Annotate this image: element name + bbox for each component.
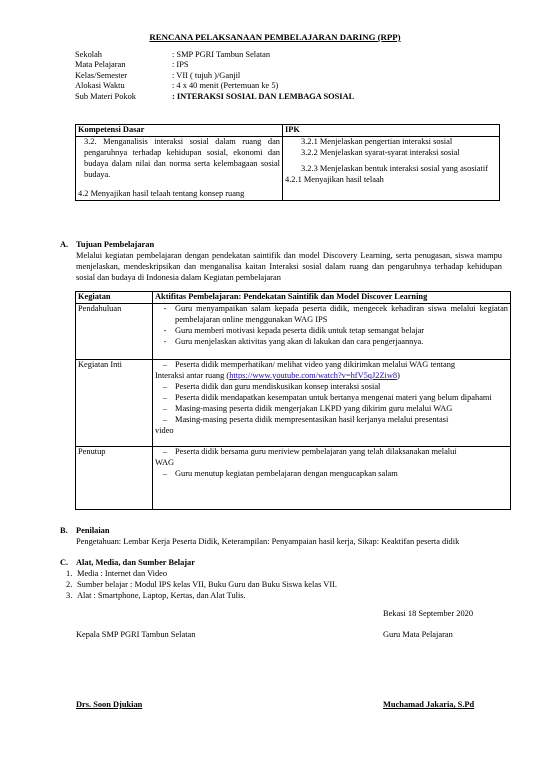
kd-item: 4.2 Menyajikan hasil telaah tentang konsep ruang (78, 188, 245, 198)
list-item: – Peserta didik memperhatikan/ melihat video yang dikirimkan melalui WAG tentang (162, 360, 456, 369)
ipk-item: 3.2.1 Menjelaskan pengertian interaksi sosial (301, 136, 453, 146)
info-key: Sekolah (75, 50, 102, 59)
info-value: : SMP PGRI Tambun Selatan (172, 50, 271, 59)
activity-cell (153, 360, 511, 447)
list-item: – Peserta didik bersama guru meriview pembelajaran yang telah dilaksanakan melalui (162, 447, 457, 456)
info-key: Sub Materi Pokok (75, 91, 136, 101)
headmaster-name: Drs. Soon Djukian (76, 700, 143, 709)
info-key: Mata Pelajaran (75, 60, 126, 70)
activity-cell (153, 447, 511, 510)
place-date: Bekasi 18 September 2020 (383, 609, 474, 618)
section-title: Penilaian (76, 526, 110, 535)
list-item: - Guru menjelaskan aktivitas yang akan di lakukan dan cara pengerjaannya. (163, 336, 424, 346)
ipk-item: 3.2.3 Menjelaskan bentuk interaksi sosial yang asosiatif (301, 163, 489, 173)
headmaster-role: Kepala SMP PGRI Tambun Selatan (76, 630, 196, 639)
list-item: – Guru menutup kegiatan pembelajaran dengan mengucapkan salam (162, 468, 398, 478)
ipk-item: 4.2.1 Menyajikan hasil telaah (285, 174, 384, 184)
aktifitas-header: Aktifitas Pembelajaran: Pendekatan Saintifik dan Model Discover Learning (153, 292, 511, 304)
list-item: 1. Media : Internet dan Video (66, 569, 168, 578)
competency-row (76, 136, 500, 200)
list-item: – Peserta didik mendapatkan kesempatan untuk bertanya mengenai materi yang belum dipahami (162, 392, 492, 402)
activity-cell (153, 304, 511, 360)
section-a-heading (60, 240, 154, 251)
video-link[interactable]: https://www.youtube.com/watch?v=hfV5qJ2Ziw8 (229, 370, 398, 380)
section-b-heading (60, 526, 110, 537)
section-title: Tujuan Pembelajaran (76, 240, 155, 249)
activity-table (75, 291, 511, 510)
kegiatan-header: Kegiatan (76, 292, 153, 304)
resources-list (66, 569, 337, 602)
kegiatan-label: Kegiatan Inti (76, 360, 153, 447)
activity-row-inti (76, 360, 511, 447)
activity-row-pendahuluan (76, 304, 511, 360)
list-item: - Guru menyampaikan salam kepada peserta didik, mengecek kehadiran siswa melalui kegiatan pembelajaran online menggunakan WAG IPS (163, 304, 508, 324)
list-item-continuation: video (155, 425, 174, 435)
section-letter: B. (60, 526, 68, 535)
list-item: 2. Sumber belajar : Modul IPS kelas VII, Buku Guru dan Buku Siswa kelas VII. (66, 579, 337, 589)
info-row-subject (75, 60, 354, 70)
teacher-role: Guru Mata Pelajaran (383, 630, 453, 639)
competency-header-row (76, 125, 500, 137)
list-item: – Masing-masing peserta didik mempresentasikan hasil kerjanya melalui presentasi (162, 414, 449, 424)
list-item-continuation: WAG (155, 457, 175, 467)
list-item: – Peserta didik dan guru mendiskusikan konsep interaksi sosial (162, 381, 381, 391)
teacher-name: Muchamad Jakaria, S.Pd (383, 700, 475, 709)
list-item: – Masing-masing peserta didik mengerjakan LKPD yang dikirim guru melalui WAG (162, 403, 453, 413)
info-row-school (75, 50, 354, 60)
section-b-text: Pengetahuan: Lembar Kerja Peserta Didik, Keterampilan: Penyampaian hasil kerja, Sikap: Keaktifan peserta didik (76, 537, 460, 546)
info-value: : VII ( tujuh )/Ganjil (172, 70, 241, 80)
kd-header: Kompetensi Dasar (76, 125, 283, 137)
list-item: - Guru memberi motivasi kepada peserta didik untuk tetap semangat belajar (163, 325, 425, 335)
kd-item: 3.2. Menganalisis interaksi sosial dalam ruang dan pengaruhnya terhadap kehidupan sosial, ekonomi dan budaya dalam nilai dan norma serta kelembagaan sosial budaya. (84, 136, 280, 179)
info-row-class (75, 71, 354, 81)
info-key: Kelas/Semester (75, 70, 128, 80)
section-a-text: Melalui kegiatan pembelajaran dengan pendekatan saintifik dan model Discovery Learning, serta penugasan, siswa mampu menjelaskan, mendeskripsikan dan menganalisa kaitan Interaksi sosial dalam ruang dan pengaruhnya terhadap kehidupan sosial dan budaya di Indonesia dalam Kegiatan pembelajaran (76, 251, 502, 282)
info-value: : IPS (172, 60, 189, 70)
kd-cell (76, 136, 283, 200)
kegiatan-label: Penutup (76, 447, 153, 510)
info-value: : INTERAKSI SOSIAL DAN LEMBAGA SOSIAL (172, 91, 355, 101)
list-item-continuation: Interaksi antar ruang (https://www.youtube.com/watch?v=hfV5qJ2Ziw8) (155, 370, 400, 380)
ipk-header: IPK (283, 125, 500, 137)
section-title: Alat, Media, dan Sumber Belajar (76, 558, 195, 567)
section-c-heading (60, 558, 195, 569)
list-item: 3. Alat : Smartphone, Laptop, Kertas, dan Alat Tulis. (66, 590, 246, 600)
info-block (75, 50, 354, 102)
activity-header-row (76, 292, 511, 304)
info-value: : 4 x 40 menit (Pertemuan ke 5) (172, 81, 279, 91)
info-row-time (75, 81, 354, 91)
ipk-cell (283, 136, 500, 200)
activity-row-penutup (76, 447, 511, 510)
info-key: Alokasi Waktu (75, 81, 125, 91)
kegiatan-label: Pendahuluan (76, 304, 153, 360)
section-letter: C. (60, 558, 69, 567)
competency-table (75, 124, 500, 201)
ipk-item: 3.2.2 Menjelaskan syarat-syarat interaksi sosial (301, 147, 460, 157)
info-row-topic (75, 92, 354, 102)
section-letter: A. (60, 240, 69, 249)
document-title: RENCANA PELAKSANAAN PEMBELAJARAN DARING (RPP) (149, 32, 401, 42)
